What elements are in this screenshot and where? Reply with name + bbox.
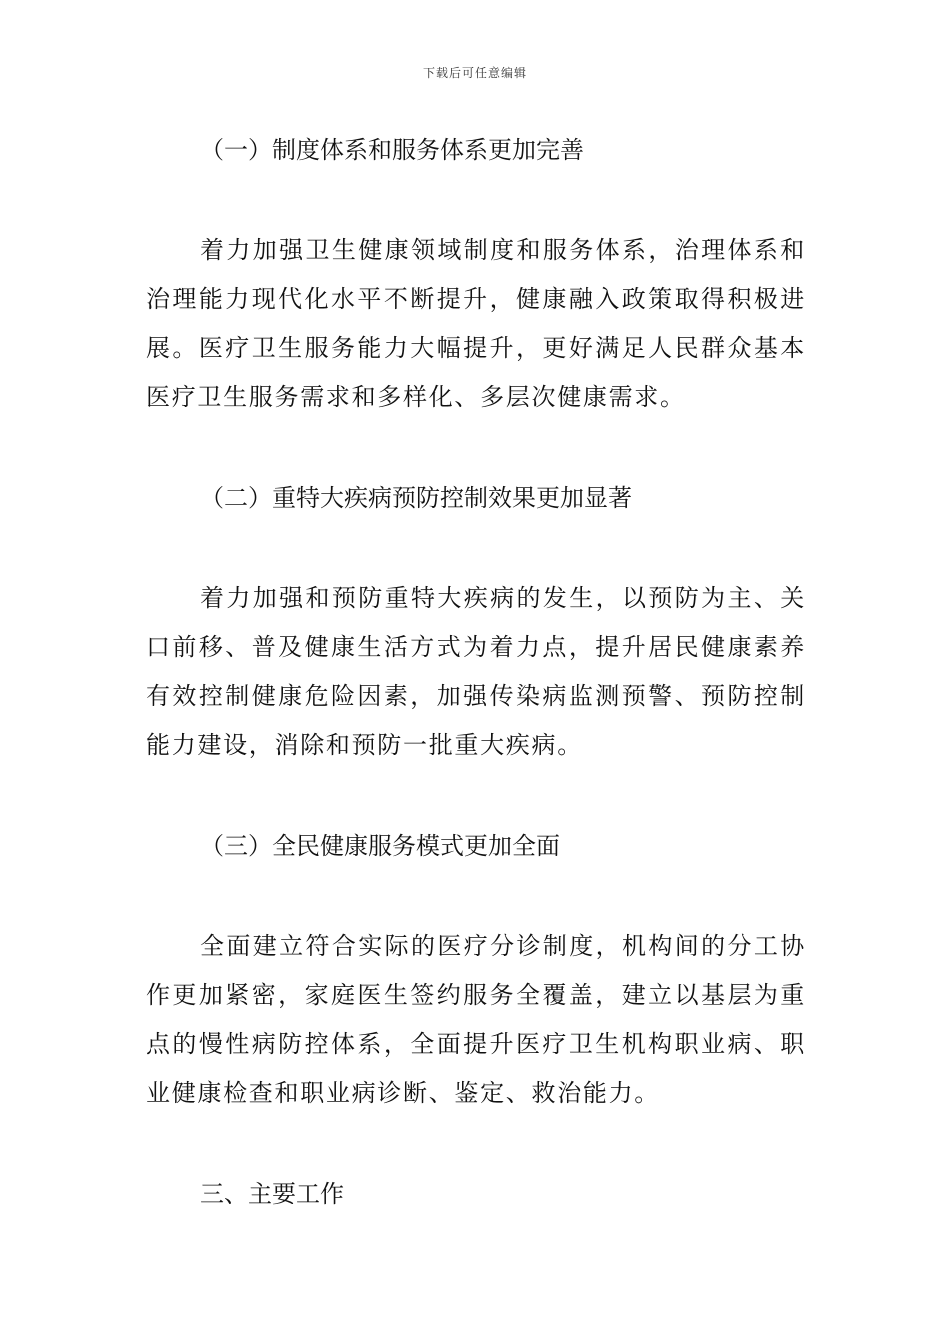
section-2-paragraph: 着力加强和预防重特大疾病的发生，以预防为主、关口前移、普及健康生活方式为着力点，提升居民健康素养有效控制健康危险因素，加强传染病监测预警、预防控制能力建设，消除和预防一批重大疾病。 — [146, 584, 806, 759]
section-3-paragraph: 全面建立符合实际的医疗分诊制度，机构间的分工协作更加紧密，家庭医生签约服务全覆盖，建立以基层为重点的慢性病防控体系，全面提升医疗卫生机构职业病、职业健康检查和职业病诊断、鉴定、救治能力。 — [146, 932, 806, 1107]
main-work-heading: 三、主要工作 — [200, 1180, 344, 1208]
section-3-heading: （三）全民健康服务模式更加全面 — [200, 832, 560, 860]
page-header-note: 下载后可任意编辑 — [422, 66, 527, 80]
section-2-heading: （二）重特大疾病预防控制效果更加显著 — [200, 484, 632, 512]
section-1-heading: （一）制度体系和服务体系更加完善 — [200, 136, 584, 164]
section-1-paragraph: 着力加强卫生健康领域制度和服务体系，治理体系和治理能力现代化水平不断提升，健康融入政策取得积极进展。医疗卫生服务能力大幅提升，更好满足人民群众基本医疗卫生服务需求和多样化、多层次健康需求。 — [146, 236, 806, 411]
